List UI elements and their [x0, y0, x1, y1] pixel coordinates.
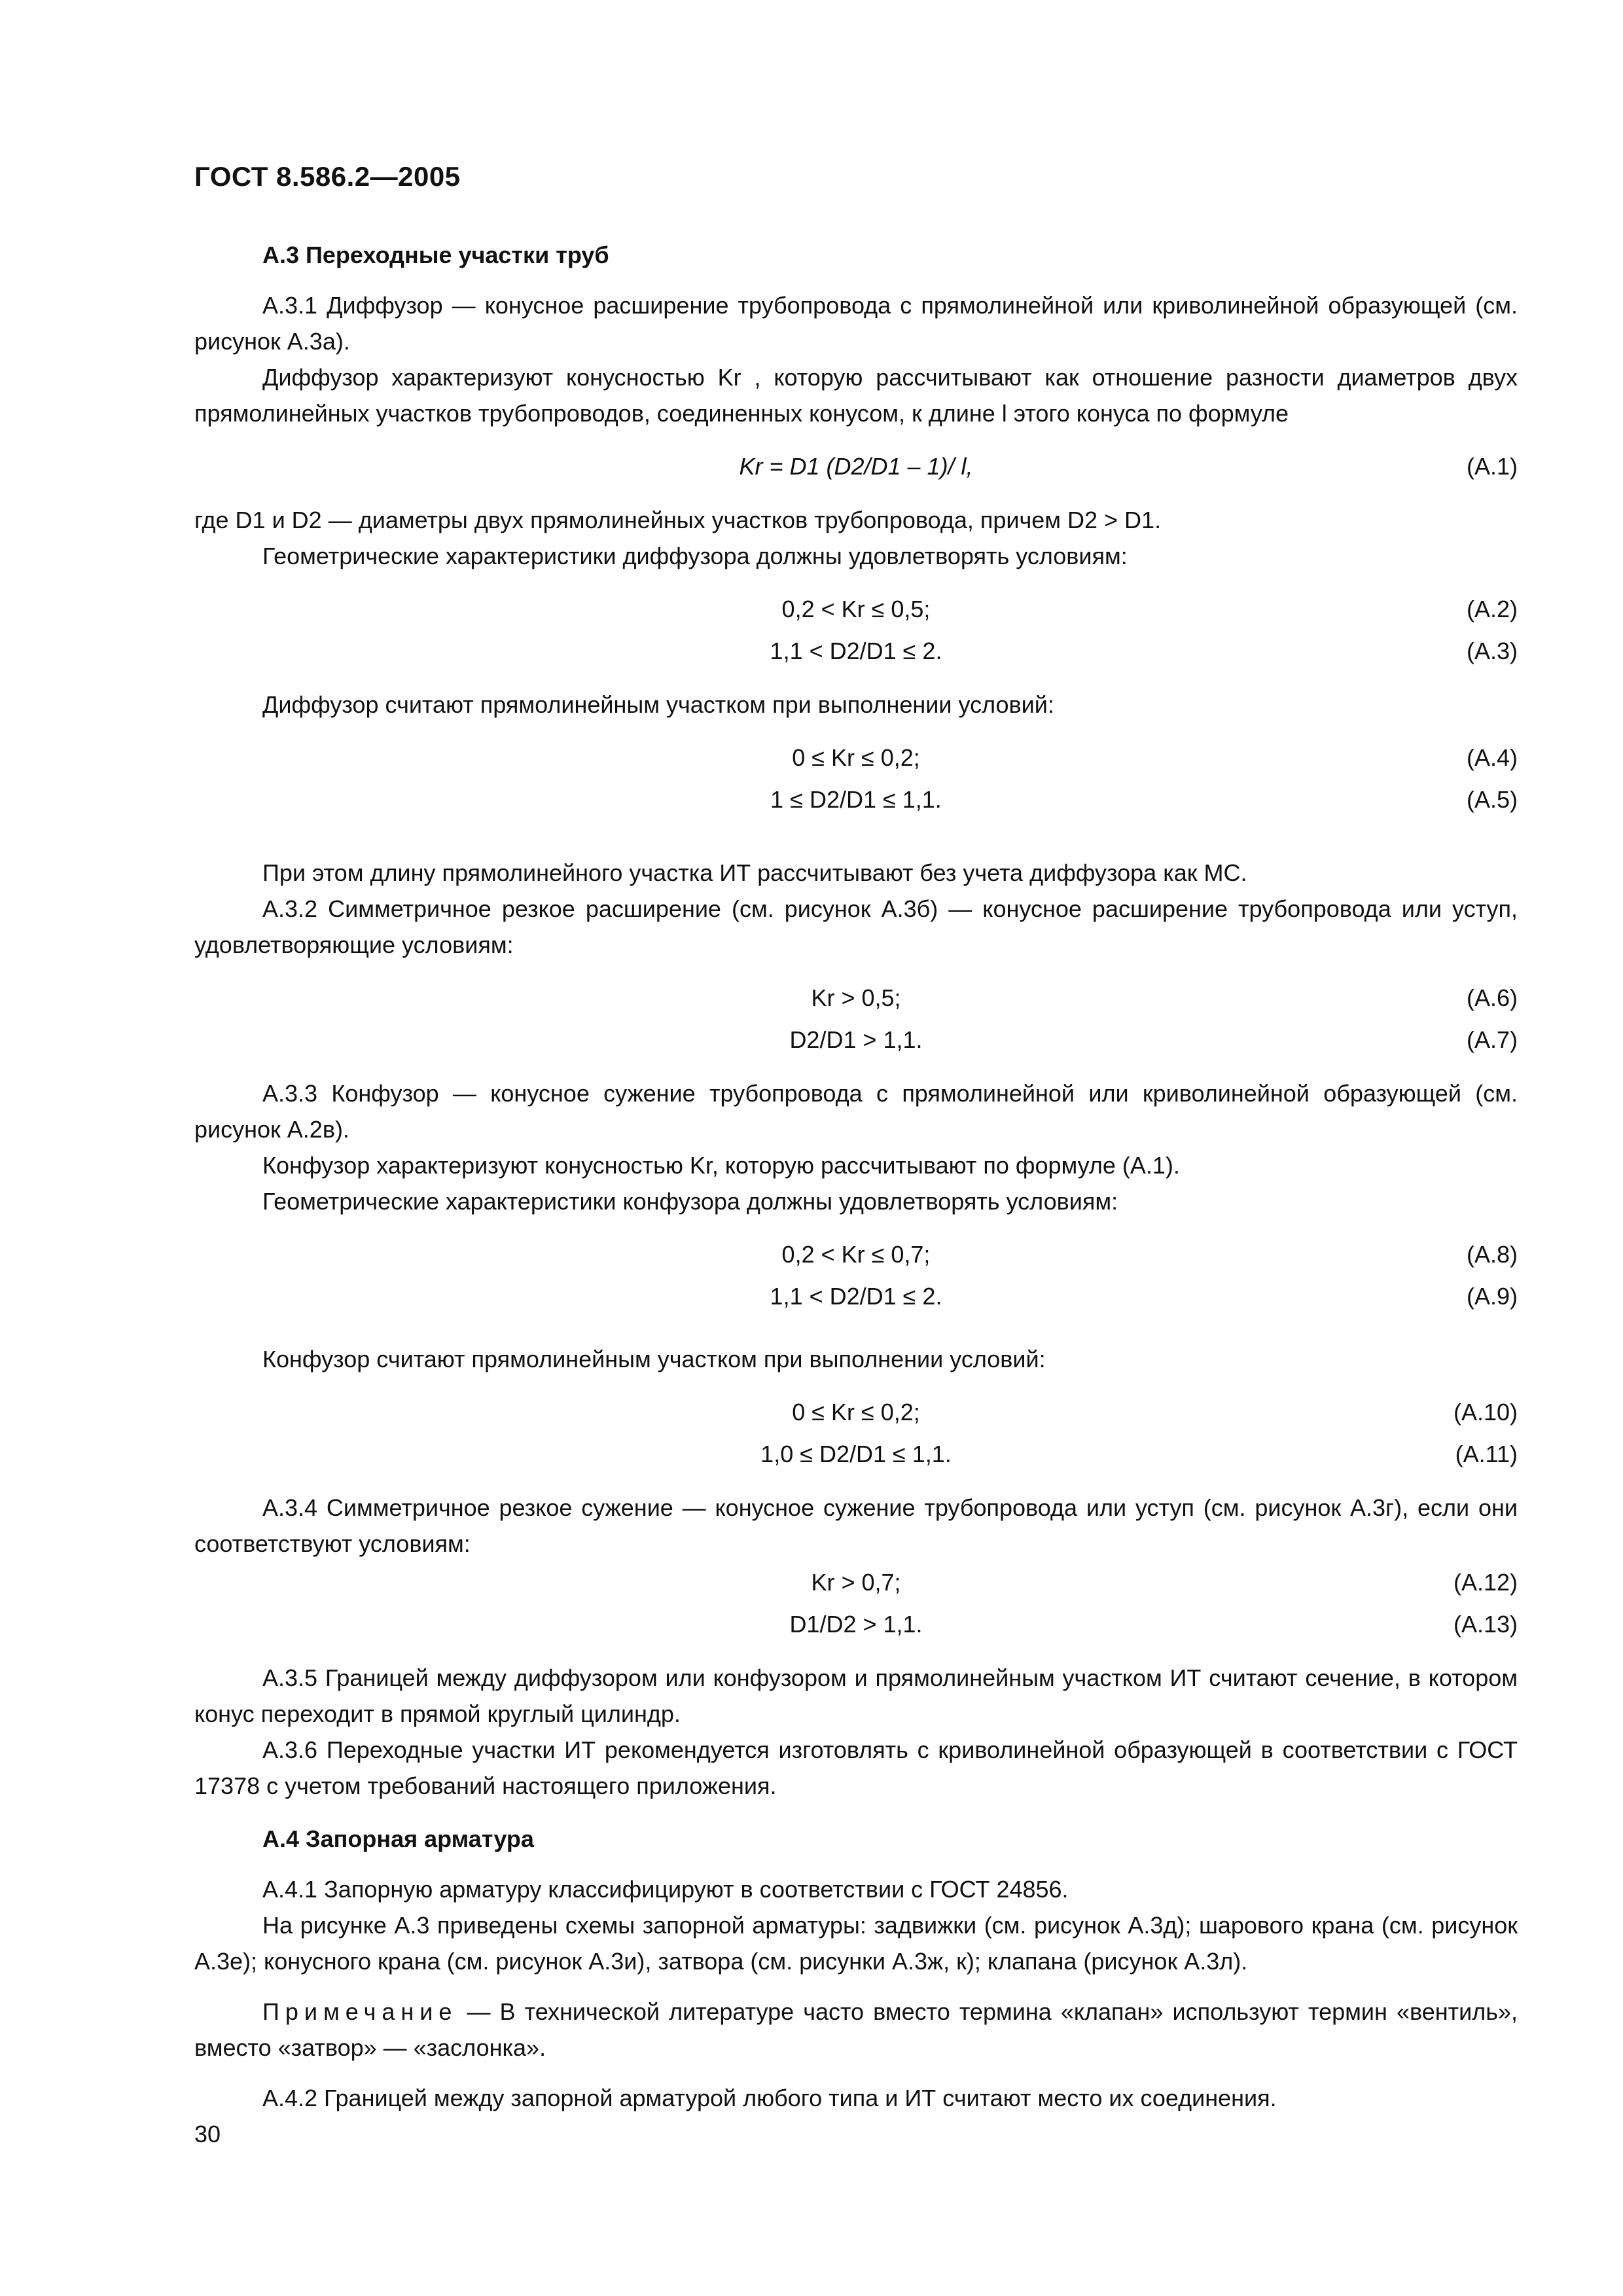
- note-text: — В технической литературе часто вместо термина «клапан» используют термин «вентиль», вместо «затвор» — «заслонка».: [194, 1998, 1518, 2061]
- note-label: Примечание: [262, 1998, 458, 2025]
- paragraph-a3-4: А.3.4 Симметричное резкое сужение — конусное сужение трубопровода или уступ (см. рисунок А.3г), если они соответствуют условиям:: [194, 1494, 1518, 1557]
- formula-a9: [194, 1276, 1518, 1318]
- paragraph-diffuser-straight: Диффузор считают прямолинейным участком при выполнении условий:: [262, 691, 1054, 718]
- formula-a10: [194, 1391, 1518, 1433]
- formula-expression: Kr > 0,7;: [811, 1569, 901, 1596]
- formula-expression: 0 ≤ Kr ≤ 0,2;: [792, 744, 920, 771]
- page-number: 30: [194, 2121, 221, 2147]
- formula-a13: [194, 1604, 1518, 1645]
- formula-expression: 1,0 ≤ D2/D1 ≤ 1,1.: [760, 1441, 952, 1467]
- formula-a1: [194, 446, 1518, 488]
- page-body: [194, 234, 1518, 2116]
- formula-number: (А.7): [1466, 1026, 1518, 1053]
- formula-number: (А.8): [1466, 1241, 1518, 1268]
- formula-a8: [194, 1234, 1518, 1276]
- formula-a5: [194, 779, 1518, 821]
- formula-expression: Kr = D1 (D2/D1 – 1)/ l,: [739, 453, 973, 480]
- paragraph-a3-3: А.3.3 Конфузор — конусное сужение трубопровода с прямолинейной или криволинейной образующей (см. рисунок А.2в).: [194, 1080, 1518, 1143]
- formula-number: (А.2): [1466, 596, 1518, 622]
- paragraph-confuser-conditions: Геометрические характеристики конфузора должны удовлетворять условиям:: [262, 1188, 1118, 1215]
- formula-expression: Kr > 0,5;: [811, 984, 901, 1011]
- paragraph-confuser-straight: Конфузор считают прямолинейным участком при выполнении условий:: [262, 1346, 1046, 1372]
- formula-number: (А.12): [1453, 1569, 1518, 1596]
- formula-a11: [194, 1433, 1518, 1475]
- paragraph-a3-1: А.3.1 Диффузор — конусное расширение трубопровода с прямолинейной или криволинейной образующей (см. рисунок А.3а).: [194, 292, 1518, 355]
- formula-a12: [194, 1562, 1518, 1604]
- formula-expression: 1,1 < D2/D1 ≤ 2.: [770, 637, 942, 664]
- paragraph-valve-schemes: На рисунке А.3 приведены схемы запорной арматуры: задвижки (см. рисунок А.3д); шарового крана (см. рисунок А.3е); конусного крана (см. рисунок А.3и), затвора (см. рисунки А.3ж, к); клапана (рисунок А.3л).: [194, 1912, 1518, 1975]
- paragraph-a4-1: А.4.1 Запорную арматуру классифицируют в соответствии с ГОСТ 24856.: [262, 1876, 1069, 1903]
- formula-a7: [194, 1019, 1518, 1061]
- formula-a3: [194, 630, 1518, 672]
- paragraph-diffuser-conditions: Геометрические характеристики диффузора должны удовлетворять условиям:: [262, 543, 1128, 569]
- formula-number: (А.11): [1455, 1441, 1518, 1467]
- formula-number: (А.6): [1466, 984, 1518, 1011]
- formula-expression: 0,2 < Kr ≤ 0,7;: [781, 1241, 931, 1268]
- section-a4-heading: А.4 Запорная арматура: [262, 1825, 534, 1852]
- paragraph-a3-5: А.3.5 Границей между диффузором или конфузором и прямолинейным участком ИТ считают сечение, в котором конус переходит в прямой круглый цилиндр.: [194, 1664, 1518, 1727]
- section-a3-heading: А.3 Переходные участки труб: [262, 242, 609, 268]
- paragraph-a3-2: А.3.2 Симметричное резкое расширение (см. рисунок А.3б) — конусное расширение трубопровода или уступ, удовлетворяющие условиям:: [194, 895, 1518, 958]
- formula-number: (А.10): [1453, 1399, 1518, 1426]
- formula-expression: 0,2 < Kr ≤ 0,5;: [781, 596, 931, 622]
- formula-expression: D2/D1 > 1,1.: [789, 1026, 923, 1053]
- formula-expression: D1/D2 > 1,1.: [789, 1611, 923, 1638]
- paragraph-diameters-definition: где D1 и D2 — диаметры двух прямолинейных участков трубопровода, причем D2 > D1.: [194, 507, 1162, 533]
- paragraph-confuser-conicity: Конфузор характеризуют конусностью Kr, которую рассчитывают по формуле (А.1).: [262, 1152, 1180, 1179]
- formula-expression: 1,1 < D2/D1 ≤ 2.: [770, 1283, 942, 1310]
- note-paragraph: [194, 1994, 1518, 2066]
- formula-expression: 1 ≤ D2/D1 ≤ 1,1.: [770, 786, 942, 813]
- formula-expression: 0 ≤ Kr ≤ 0,2;: [792, 1399, 920, 1426]
- formula-a4: [194, 737, 1518, 779]
- formula-number: (А.9): [1466, 1283, 1518, 1310]
- formula-number: (А.5): [1466, 786, 1518, 813]
- formula-a6: [194, 977, 1518, 1019]
- standard-designation: ГОСТ 8.586.2—2005: [194, 161, 461, 192]
- paragraph-a4-2: А.4.2 Границей между запорной арматурой любого типа и ИТ считают место их соединения.: [262, 2085, 1277, 2111]
- formula-number: (А.4): [1466, 744, 1518, 771]
- paragraph-a3-1-conicity: Диффузор характеризуют конусностью Kr , которую рассчитывают как отношение разности диаметров двух прямолинейных участков трубопроводов, соединенных конусом, к длине l этого конуса по формуле: [194, 364, 1518, 427]
- paragraph-a3-6: А.3.6 Переходные участки ИТ рекомендуется изготовлять с криволинейной образующей в соответствии с ГОСТ 17378 с учетом требований настоящего приложения.: [194, 1736, 1518, 1799]
- formula-number: (А.1): [1466, 453, 1518, 480]
- formula-a2: [194, 588, 1518, 630]
- paragraph-length-without-diffuser: При этом длину прямолинейного участка ИТ рассчитывают без учета диффузора как МС.: [262, 859, 1247, 886]
- formula-number: (А.3): [1466, 637, 1518, 664]
- formula-number: (А.13): [1453, 1611, 1518, 1638]
